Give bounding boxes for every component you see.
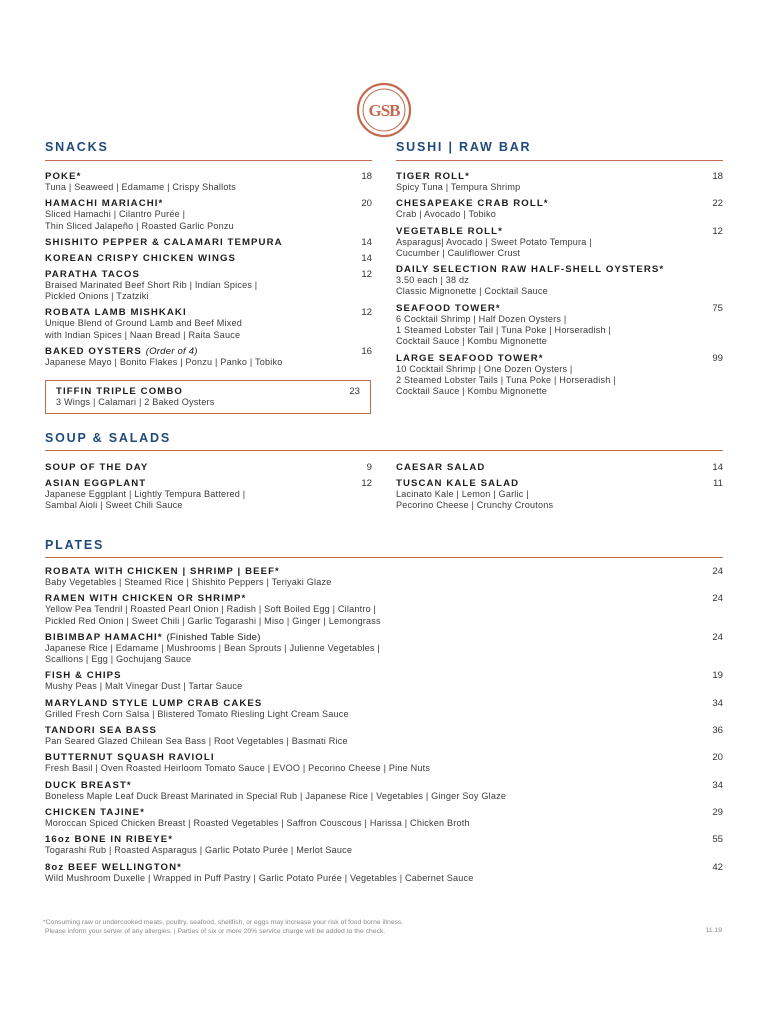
menu-item-price: 11 <box>713 478 723 489</box>
menu-item-description: Wild Mushroom Duxelle | Wrapped in Puff Pastry | Garlic Potato Purée | Vegetables | Cabernet Sauce <box>45 872 474 883</box>
menu-item-description: Yellow Pea Tendril | Roasted Pearl Onion | Radish | Soft Boiled Egg | Cilantro | <box>45 604 377 615</box>
menu-item-title: KOREAN CRISPY CHICKEN WINGS <box>45 252 237 264</box>
menu-item-price: 12 <box>361 307 372 319</box>
menu-item-description: Moroccan Spiced Chicken Breast | Roasted Vegetables | Saffron Couscous | Harissa | Chicken Broth <box>45 817 470 828</box>
menu-item-description: Pickled Red Onion | Sweet Chili | Garlic Togarashi | Miso | Ginger | Lemongrass <box>45 615 381 626</box>
menu-item-name <box>396 226 723 237</box>
menu-item <box>45 307 372 341</box>
menu-item-name <box>45 307 372 318</box>
menu-item-price: 20 <box>712 752 723 764</box>
menu-item <box>396 462 723 473</box>
menu-item-description: with Indian Spices | Naan Bread | Raita Sauce <box>45 329 241 340</box>
menu-item-title: BUTTERNUT SQUASH RAVIOLI <box>45 752 215 764</box>
menu-item-description: Pecorino Cheese | Crunchy Croutons <box>396 500 554 511</box>
menu-item-name <box>45 593 723 604</box>
menu-item-name <box>396 462 723 473</box>
menu-item-title: CAESAR SALAD <box>396 462 486 473</box>
menu-item-title: HAMACHI MARIACHI* <box>45 198 164 210</box>
menu-item-description: Classic Mignonette | Cocktail Sauce <box>396 286 548 297</box>
menu-item-description: Asparagus| Avocado | Sweet Potato Tempura | <box>396 236 592 247</box>
menu-item-description: Pickled Onions | Tzatziki <box>45 291 149 302</box>
menu-item <box>45 478 372 512</box>
menu-item-price: 34 <box>712 779 723 791</box>
menu-item <box>45 670 723 692</box>
menu-item <box>45 237 372 248</box>
menu-item-name <box>45 198 372 209</box>
menu-item-title: LARGE SEAFOOD TOWER* <box>396 352 544 364</box>
plates-list <box>45 566 723 889</box>
menu-item-description: 1 Steamed Lobster Tail | Tuna Poke | Horseradish | <box>396 325 612 336</box>
menu-item-name <box>396 478 723 489</box>
snacks-list <box>45 171 372 373</box>
menu-item-price: 18 <box>361 171 372 182</box>
menu-item-title: CHESAPEAKE CRAB ROLL* <box>396 198 549 210</box>
menu-item-name <box>45 171 372 182</box>
menu-item-title: TANDORI SEA BASS <box>45 725 157 737</box>
menu-item-name <box>45 862 723 873</box>
menu-item-description: 6 Cocktail Shrimp | Half Dozen Oysters | <box>396 313 567 324</box>
menu-item-title: 16oz BONE IN RIBEYE* <box>45 834 174 846</box>
menu-item-description: 3.50 each | 38 dz <box>396 275 470 286</box>
menu-item-name <box>396 353 723 364</box>
menu-item-description: 2 Steamed Lobster Tails | Tuna Poke | Horseradish | <box>396 374 616 385</box>
menu-item <box>45 253 372 264</box>
menu-item <box>45 807 723 829</box>
menu-item-title: POKE* <box>45 171 82 182</box>
combo-desc: 3 Wings | Calamari | 2 Baked Oysters <box>56 397 215 407</box>
menu-item-title: BIBIMBAP HAMACHI* <box>45 631 163 643</box>
menu-item-name <box>45 834 723 845</box>
menu-item <box>45 632 723 666</box>
menu-item-name <box>45 698 723 709</box>
menu-item-description: Cucumber | Cauliflower Crust <box>396 247 521 258</box>
menu-item-name <box>45 269 372 280</box>
menu-item-description: Japanese Mayo | Bonito Flakes | Ponzu | Panko | Tobiko <box>45 357 283 368</box>
menu-item-description: Fresh Basil | Oven Roasted Heirloom Tomato Sauce | EVOO | Pecorino Cheese | Pine Nuts <box>45 763 431 774</box>
menu-item <box>396 198 723 220</box>
menu-item <box>45 593 723 627</box>
menu-item-name <box>396 171 723 182</box>
footer-line-2: Please inform your server of any allergies. | Parties of six or more 20% service charge will be added to the check. <box>45 928 386 935</box>
menu-item-price: 34 <box>712 697 723 709</box>
menu-item-price: 75 <box>712 302 723 314</box>
restaurant-logo <box>356 82 412 138</box>
menu-item-price: 14 <box>361 236 372 248</box>
menu-item-description: Scallions | Egg | Gochujang Sauce <box>45 654 192 665</box>
menu-item-title: VEGETABLE ROLL* <box>396 225 503 237</box>
menu-item-description: Crab | Avocado | Tobiko <box>396 209 496 220</box>
menu-item <box>45 269 372 303</box>
menu-item <box>45 698 723 720</box>
menu-item <box>396 303 723 348</box>
menu-item-title: RAMEN WITH CHICKEN OR SHRIMP* <box>45 593 247 605</box>
menu-item-name <box>45 237 372 248</box>
menu-item-title: TIGER ROLL* <box>396 171 470 182</box>
menu-item-name <box>45 725 723 736</box>
menu-item-note: (Finished Table Side) <box>166 631 261 643</box>
menu-item-name <box>45 346 372 357</box>
menu-item-title: CHICKEN TAJINE* <box>45 806 146 818</box>
menu-item-description: Mushy Peas | Malt Vinegar Dust | Tartar Sauce <box>45 681 243 692</box>
menu-item-name <box>396 198 723 209</box>
menu-item-description: Pan Seared Glazed Chilean Sea Bass | Root Vegetables | Basmati Rice <box>45 736 348 747</box>
menu-item-title: ROBATA WITH CHICKEN | SHRIMP | BEEF* <box>45 566 280 577</box>
menu-item-price: 16 <box>361 346 372 358</box>
menu-item-name <box>45 670 723 681</box>
menu-item-description: Baby Vegetables | Steamed Rice | Shishito Peppers | Teriyaki Glaze <box>45 577 332 587</box>
menu-item-description: Cocktail Sauce | Kombu Mignonette <box>396 386 548 397</box>
menu-item-name <box>45 462 372 473</box>
soup-rule <box>45 450 723 451</box>
menu-item <box>45 566 723 588</box>
menu-item-description: Sliced Hamachi | Cilantro Purée | <box>45 209 186 220</box>
menu-item <box>396 264 723 298</box>
menu-item <box>396 171 723 193</box>
menu-item <box>45 198 372 232</box>
menu-item-description: Spicy Tuna | Tempura Shrimp <box>396 182 521 192</box>
menu-item-description: Grilled Fresh Corn Salsa | Blistered Tomato Riesling Light Cream Sauce <box>45 708 349 719</box>
menu-item-description: Thin Sliced Jalapeño | Roasted Garlic Ponzu <box>45 220 234 231</box>
sushi-list <box>396 171 723 403</box>
menu-item-description: 10 Cocktail Shrimp | One Dozen Oysters | <box>396 363 573 374</box>
menu-item-title: MARYLAND STYLE LUMP CRAB CAKES <box>45 697 263 709</box>
menu-item-name <box>396 264 723 275</box>
menu-item-price: 12 <box>361 478 372 489</box>
menu-item-title: DAILY SELECTION RAW HALF-SHELL OYSTERS* <box>396 264 665 276</box>
menu-item-name <box>45 780 723 791</box>
menu-item <box>45 171 372 193</box>
combo-name: TIFFIN TRIPLE COMBO <box>56 386 183 397</box>
plates-rule <box>45 557 723 558</box>
menu-item-description: Braised Marinated Beef Short Rib | Indian Spices | <box>45 279 258 290</box>
plates-heading: PLATES <box>45 538 105 552</box>
menu-item <box>396 226 723 260</box>
menu-item-name <box>45 566 723 577</box>
menu-item-price: 14 <box>712 462 723 473</box>
menu-item <box>396 353 723 398</box>
menu-item-description: Sambal Aioli | Sweet Chili Sauce <box>45 500 183 511</box>
sushi-heading: SUSHI | RAW BAR <box>396 140 532 154</box>
menu-item-title: DUCK BREAST* <box>45 779 132 791</box>
menu-item-name <box>45 807 723 818</box>
soup-right-list <box>396 462 723 517</box>
soup-left-list <box>45 462 372 517</box>
sushi-rule <box>396 160 723 161</box>
menu-item-description: Boneless Maple Leaf Duck Breast Marinated in Special Rub | Japanese Rice | Vegetables | Ginger Soy Glaze <box>45 790 507 801</box>
footer-code: 11.19 <box>705 927 722 934</box>
menu-item-title: TUSCAN KALE SALAD <box>396 478 520 489</box>
menu-item-title: PARATHA TACOS <box>45 268 140 280</box>
logo-monogram: GSB <box>368 101 400 120</box>
menu-item-description: Tuna | Seaweed | Edamame | Crispy Shallots <box>45 182 237 192</box>
menu-item-title: SHISHITO PEPPER & CALAMARI TEMPURA <box>45 236 283 248</box>
menu-item-description: Japanese Eggplant | Lightly Tempura Battered | <box>45 489 246 499</box>
menu-item-name <box>45 478 372 489</box>
menu-item-name <box>396 303 723 314</box>
menu-item <box>45 834 723 856</box>
menu-item <box>45 752 723 774</box>
menu-item <box>45 462 372 473</box>
menu-item-title: SOUP OF THE DAY <box>45 462 149 473</box>
menu-item-name <box>45 253 372 264</box>
menu-item <box>45 780 723 802</box>
menu-item-price: 42 <box>712 861 723 873</box>
menu-item-title: ASIAN EGGPLANT <box>45 478 147 489</box>
footer-line-1: *Consuming raw or undercooked meats, poultry, seafood, shellfish, or eggs may increase your risk of food borne illness. <box>43 919 404 926</box>
menu-item-price: 55 <box>712 834 723 846</box>
menu-item-price: 19 <box>712 670 723 682</box>
menu-item-title: FISH & CHIPS <box>45 670 122 682</box>
menu-item-description: Lacinato Kale | Lemon | Garlic | <box>396 489 529 499</box>
menu-item-price: 12 <box>361 268 372 280</box>
menu-item-description: Japanese Rice | Edamame | Mushrooms | Bean Sprouts | Julienne Vegetables | <box>45 642 380 653</box>
menu-item-name <box>45 632 723 643</box>
menu-item-description: Togarashi Rub | Roasted Asparagus | Garlic Potato Purée | Merlot Sauce <box>45 845 353 856</box>
menu-item-price: 14 <box>361 252 372 264</box>
snacks-rule <box>45 160 372 161</box>
menu-item-name <box>45 752 723 763</box>
menu-item-description: Unique Blend of Ground Lamb and Beef Mixed <box>45 318 242 329</box>
combo-box <box>45 380 371 414</box>
menu-item-price: 24 <box>712 631 723 643</box>
menu-item-title: 8oz BEEF WELLINGTON* <box>45 861 182 873</box>
menu-item <box>396 478 723 512</box>
footer-disclaimer <box>43 918 403 936</box>
menu-item-title: ROBATA LAMB MISHKAKI <box>45 307 187 319</box>
menu-item-price: 24 <box>712 566 723 577</box>
menu-item-price: 18 <box>712 171 723 182</box>
menu-item-price: 99 <box>712 352 723 364</box>
menu-item <box>45 725 723 747</box>
menu-item <box>45 346 372 368</box>
menu-item-price: 20 <box>361 198 372 210</box>
menu-item-price: 36 <box>712 725 723 737</box>
menu-item-title: SEAFOOD TOWER* <box>396 302 501 314</box>
menu-item-price: 9 <box>366 462 372 473</box>
menu-item-title: BAKED OYSTERS <box>45 346 142 358</box>
menu-item-price: 12 <box>712 225 723 237</box>
combo-price: 23 <box>349 386 360 397</box>
menu-item-price: 22 <box>712 198 723 210</box>
menu-item-price: 29 <box>712 806 723 818</box>
menu-item-price: 24 <box>712 593 723 605</box>
menu-item <box>45 862 723 884</box>
soup-heading: SOUP & SALADS <box>45 431 171 445</box>
snacks-heading: SNACKS <box>45 140 109 154</box>
menu-item-description: Cocktail Sauce | Kombu Mignonette <box>396 336 548 347</box>
menu-item-note: (Order of 4) <box>145 346 198 358</box>
